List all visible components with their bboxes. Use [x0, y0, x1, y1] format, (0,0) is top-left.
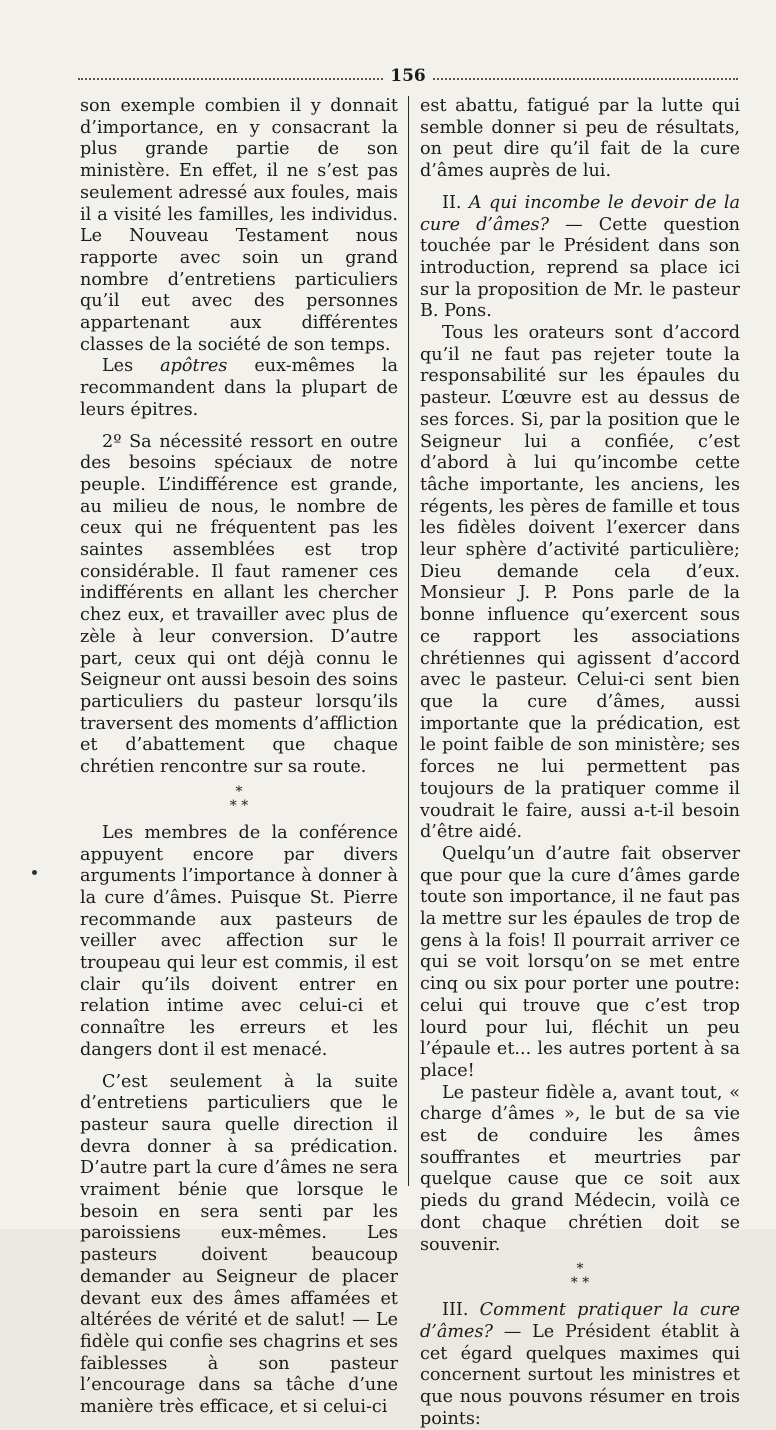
paragraph: Le pasteur fidèle a, avant tout, « charge d’âmes », le but de sa vie est de conduire les âmes souffrantes et meurtries par quelque cause que ce soit aux pieds du grand Médecin, voilà ce dont chaque chrétien doit se souvenir.: [420, 1082, 740, 1255]
text-run: — Le Président établit à cet égard quelques maximes qui concernent surtout les ministres et que nous pouvons résumer en trois points:: [420, 1321, 740, 1429]
paragraph: [80, 356, 398, 421]
italic-run: apôtres: [160, 356, 228, 377]
paragraph: C’est seulement à la suite d’entretiens particuliers que le pasteur saura quelle direction il devra donner à sa prédication. D’autre part la cure d’âmes ne sera vraiment bénie que lorsque le besoin en sera senti par les paroissiens eux-mêmes. Les pasteurs doivent beaucoup demander au Seigneur de placer devant eux des âmes affamées et altérées de vérité et de salut! — Le fidèle qui confie ses chagrins et ses faiblesses à son pasteur l’encourage dans sa tâche d’une manière très efficace, et si celui-ci: [80, 1071, 398, 1418]
paragraph: Tous les orateurs sont d’accord qu’il ne faut pas rejeter toute la responsabilité sur les épaules du pasteur. L’œuvre est au dessus de ses forces. Si, par la position que le Seigneur lui a confiée, c’est d’abord à lui qu’incombe cette tâche importante, les anciens, les régents, les pères de famille et tous les fidèles doivent l’exercer dans leur sphère d’activité particulière; Dieu demande cela d’eux. Monsieur J. P. Pons parle de la bonne influence qu’exercent sous ce rapport les associations chrétiennes qui agissent d’accord avec le pasteur. Celui-ci sent bien que la cure d’âmes, aussi importante que la prédication, est le point faible de son ministère; ses forces ne lui permettent pas toujours de la pratiquer comme il voudrait le faire, aussi a-t-il besoin d’être aidé.: [420, 323, 740, 843]
paragraph: son exemple combien il y donnait d’importance, en y consacrant la plus grande partie de son ministère. En effet, il ne s’est pas seulement adressé aux foules, mais il a visité les familles, les individus. Le Nouveau Testament nous rapporte avec soin un grand nombre d’entretiens particuliers qu’il eut avec des personnes appartenant aux différentes classes de la société de son temps.: [80, 96, 398, 355]
paragraph: Les membres de la conférence appuyent encore par divers arguments l’importance à donner à la cure d’âmes. Puisque St. Pierre recommande aux pasteurs de veiller avec affection sur le troupeau qui leur est commis, il est clair qu’ils doivent entrer en relation intime avec celui-ci et connaître les erreurs et les dangers dont il est menacé.: [80, 822, 398, 1060]
paragraph: [420, 193, 740, 323]
section-ornament: * * *: [229, 783, 249, 814]
text-run: III.: [442, 1300, 480, 1321]
paragraph: [420, 1300, 740, 1430]
right-column: [420, 96, 740, 1430]
italic-run: A qui incombe le devoir de la cure d’âmes?: [420, 192, 740, 235]
section-ornament: * * *: [570, 1261, 590, 1292]
page-number: 156: [384, 66, 432, 86]
text-run: eux-mêmes la recommandent dans la plupart de leurs épitres.: [80, 356, 399, 420]
text-run: — Cette question touchée par le Président dans son introduction, reprend sa place ici sur la proposition de Mr. le pasteur B. Pons.: [420, 214, 740, 322]
left-column: [80, 96, 398, 1419]
paragraph: Quelqu’un d’autre fait observer que pour que la cure d’âmes garde toute son importance, il ne faut pas la mettre sur les épaules de trop de gens à la fois! Il pourrait arriver ce qui se voit lorsqu’on se met entre cinq ou six pour porter une poutre: celui qui trouve que c’est trop lourd pour lui, fléchit un peu l’épaule et... les autres portent à sa place!: [420, 843, 740, 1081]
text-run: II.: [442, 192, 469, 213]
text-run: Les: [102, 356, 161, 377]
running-header: [78, 66, 738, 88]
paragraph: est abattu, fatigué par la lutte qui semble donner si peu de résultats, on peut dire qu’il fait de la cure d’âmes auprès de lui.: [420, 96, 740, 182]
italic-run: Comment pratiquer la cure d’âmes?: [420, 1300, 740, 1342]
paragraph: 2º Sa nécessité ressort en outre des besoins spéciaux de notre peuple. L’indifférence est grande, au milieu de nous, le nombre de ceux qui ne fréquentent pas les saintes assemblées est trop considérable. Il faut ramener ces indifférents en allant les chercher chez eux, et travailler avec plus de zèle à leur conversion. D’autre part, ceux qui ont déjà connu le Seigneur ont aussi besoin des soins particuliers du pasteur lorsqu’ils traversent des moments d’affliction et d’abattement que chaque chrétien rencontre sur sa route.: [80, 431, 398, 778]
column-divider: [408, 96, 409, 1186]
ink-dot: [32, 870, 37, 875]
